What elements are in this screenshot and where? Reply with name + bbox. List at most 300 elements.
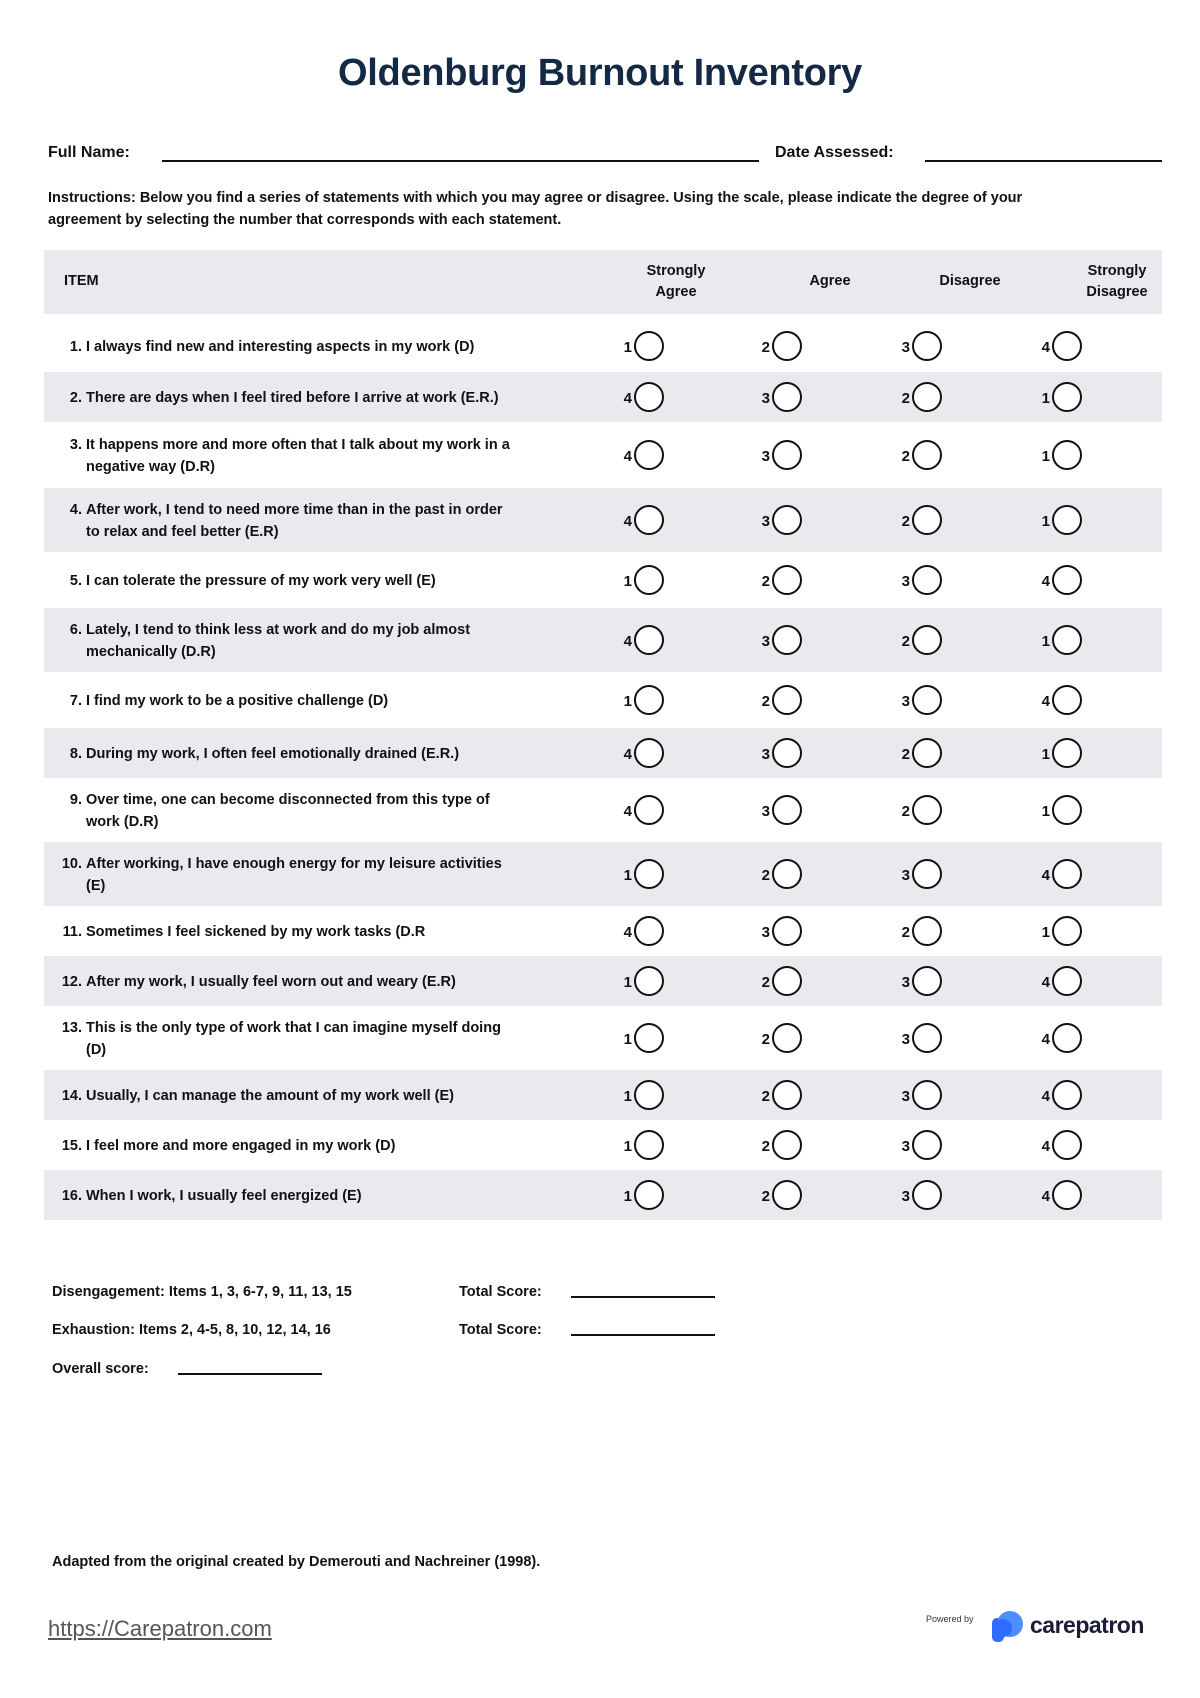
radio-circle-icon[interactable] — [912, 565, 942, 595]
radio-circle-icon[interactable] — [772, 966, 802, 996]
page-title: Oldenburg Burnout Inventory — [338, 52, 862, 94]
radio-circle-icon[interactable] — [1052, 795, 1082, 825]
item-number: 7. — [69, 693, 82, 709]
item-line — [56, 1017, 576, 1039]
radio-circle-icon[interactable] — [772, 1180, 802, 1210]
radio-circle-icon[interactable] — [912, 505, 942, 535]
radio-circle-icon[interactable] — [634, 916, 664, 946]
table-row — [44, 1170, 1162, 1220]
score-value: 3 — [901, 693, 910, 710]
radio-circle-icon[interactable] — [912, 859, 942, 889]
response-option[interactable] — [894, 565, 974, 597]
response-option[interactable] — [754, 795, 834, 827]
disengagement-total-field[interactable] — [571, 1296, 715, 1298]
score-value: 3 — [901, 974, 910, 991]
table-row — [44, 422, 1162, 488]
table-row — [44, 956, 1162, 1006]
response-option[interactable] — [1034, 1080, 1114, 1112]
radio-circle-icon[interactable] — [1052, 505, 1082, 535]
item-statement — [56, 690, 576, 712]
response-option[interactable] — [1034, 1180, 1114, 1212]
radio-circle-icon[interactable] — [1052, 625, 1082, 655]
response-option[interactable] — [616, 331, 696, 363]
radio-circle-icon[interactable] — [1052, 1080, 1082, 1110]
response-option[interactable] — [1034, 795, 1114, 827]
radio-circle-icon[interactable] — [912, 916, 942, 946]
radio-circle-icon[interactable] — [634, 625, 664, 655]
exhaustion-items: Items 2, 4-5, 8, 10, 12, 14, 16 — [139, 1322, 331, 1338]
score-value: 3 — [761, 924, 770, 941]
score-value: 2 — [761, 1188, 770, 1205]
score-value: 2 — [901, 513, 910, 530]
response-option[interactable] — [894, 505, 974, 537]
carepatron-link[interactable]: https://Carepatron.com — [48, 1616, 272, 1641]
item-number: 2. — [69, 390, 82, 406]
item-text: I always find new and interesting aspects in my work (D) — [86, 339, 475, 355]
header-disagree: Disagree — [939, 273, 1001, 289]
score-value: 4 — [1041, 974, 1050, 991]
item-line — [56, 434, 576, 456]
instructions-line-2: agreement by selecting the number that corresponds with each statement. — [48, 212, 562, 228]
table-row — [44, 552, 1162, 608]
score-value: 4 — [1041, 1188, 1050, 1205]
full-name-label: Full Name: — [48, 144, 130, 161]
table-row — [44, 488, 1162, 552]
radio-circle-icon[interactable] — [1052, 916, 1082, 946]
powered-by-label: Powered by — [926, 1614, 974, 1624]
radio-circle-icon[interactable] — [1052, 440, 1082, 470]
item-number: 16. — [61, 1188, 82, 1204]
response-option[interactable] — [1034, 1130, 1114, 1162]
score-value: 4 — [623, 448, 632, 465]
response-option[interactable] — [754, 1080, 834, 1112]
header-strongly-disagree — [1052, 261, 1182, 303]
score-value: 4 — [623, 803, 632, 820]
score-value: 2 — [901, 390, 910, 407]
score-value: 1 — [623, 867, 632, 884]
item-text: After work, I tend to need more time than in the past in order — [86, 502, 503, 518]
header-strongly-agree — [616, 261, 736, 303]
score-value: 4 — [623, 390, 632, 407]
radio-circle-icon[interactable] — [634, 565, 664, 595]
item-statement — [56, 434, 576, 478]
inventory-table — [44, 250, 1162, 1220]
item-number: 15. — [61, 1138, 82, 1154]
response-option[interactable] — [616, 565, 696, 597]
score-value: 4 — [1041, 693, 1050, 710]
radio-circle-icon[interactable] — [634, 505, 664, 535]
item-number: 12. — [61, 974, 82, 990]
score-value: 3 — [901, 1088, 910, 1105]
item-line — [56, 853, 576, 875]
table-row — [44, 842, 1162, 906]
score-value: 4 — [623, 633, 632, 650]
radio-circle-icon[interactable] — [1052, 382, 1082, 412]
response-option[interactable] — [894, 625, 974, 657]
overall-score-field[interactable] — [178, 1373, 322, 1375]
response-option[interactable] — [616, 625, 696, 657]
table-row — [44, 1006, 1162, 1070]
score-value: 4 — [1041, 867, 1050, 884]
score-value: 1 — [623, 1031, 632, 1048]
exhaustion-total-field[interactable] — [571, 1334, 715, 1336]
item-line — [56, 619, 576, 641]
response-option[interactable] — [894, 1130, 974, 1162]
response-option[interactable] — [894, 916, 974, 948]
radio-circle-icon[interactable] — [1052, 1130, 1082, 1160]
instructions-line-1: Instructions: Below you find a series of statements with which you may agree or disagree. Using the scale, please indicate the degree of your — [48, 190, 1023, 206]
item-text: Lately, I tend to think less at work and do my job almost — [86, 622, 471, 638]
table-header — [44, 250, 1162, 314]
response-option[interactable] — [894, 1180, 974, 1212]
score-value: 2 — [761, 1088, 770, 1105]
response-option[interactable] — [1034, 685, 1114, 717]
item-number: 13. — [61, 1020, 82, 1036]
response-option[interactable] — [894, 795, 974, 827]
score-value: 4 — [1041, 1088, 1050, 1105]
score-value: 3 — [761, 448, 770, 465]
disengagement-items: Items 1, 3, 6-7, 9, 11, 13, 15 — [168, 1284, 352, 1300]
radio-circle-icon[interactable] — [912, 685, 942, 715]
item-line — [56, 1135, 576, 1157]
score-value: 3 — [761, 513, 770, 530]
response-option[interactable] — [616, 685, 696, 717]
radio-circle-icon[interactable] — [634, 440, 664, 470]
radio-circle-icon[interactable] — [912, 1130, 942, 1160]
score-value: 3 — [761, 390, 770, 407]
item-text: Sometimes I feel sickened by my work tasks (D.R — [86, 924, 426, 940]
score-value: 3 — [901, 1138, 910, 1155]
score-value: 2 — [901, 924, 910, 941]
item-number: 8. — [69, 746, 82, 762]
response-option[interactable] — [616, 440, 696, 472]
score-value: 3 — [761, 746, 770, 763]
radio-circle-icon[interactable] — [912, 966, 942, 996]
radio-circle-icon[interactable] — [772, 859, 802, 889]
response-option[interactable] — [616, 1080, 696, 1112]
item-statement — [56, 619, 576, 663]
score-value: 2 — [761, 339, 770, 356]
table-row — [44, 672, 1162, 728]
response-option[interactable] — [754, 565, 834, 597]
response-option[interactable] — [1034, 625, 1114, 657]
radio-circle-icon[interactable] — [634, 795, 664, 825]
score-value: 4 — [623, 924, 632, 941]
response-option[interactable] — [616, 1023, 696, 1055]
header-item: ITEM — [64, 273, 99, 289]
item-text: During my work, I often feel emotionally drained (E.R.) — [86, 746, 460, 762]
carepatron-logo — [988, 1606, 1168, 1646]
item-line — [56, 1185, 576, 1207]
score-value: 3 — [901, 1031, 910, 1048]
score-value: 3 — [901, 867, 910, 884]
exhaustion-label: Exhaustion: — [52, 1322, 135, 1338]
item-text-continued: to relax and feel better (E.R) — [86, 524, 279, 540]
response-option[interactable] — [754, 331, 834, 363]
item-text: I can tolerate the pressure of my work very well (E) — [86, 573, 436, 589]
score-value: 4 — [1041, 1031, 1050, 1048]
item-statement — [56, 1135, 576, 1157]
score-value: 1 — [1041, 803, 1050, 820]
radio-circle-icon[interactable] — [634, 685, 664, 715]
full-name-field[interactable] — [162, 160, 759, 162]
score-value: 1 — [1041, 513, 1050, 530]
radio-circle-icon[interactable] — [772, 795, 802, 825]
response-option[interactable] — [616, 1130, 696, 1162]
score-value: 2 — [761, 974, 770, 991]
disengagement-total-label: Total Score: — [459, 1284, 542, 1300]
radio-circle-icon[interactable] — [1052, 859, 1082, 889]
item-text: It happens more and more often that I talk about my work in a — [86, 437, 510, 453]
radio-circle-icon[interactable] — [634, 738, 664, 768]
radio-circle-icon[interactable] — [772, 685, 802, 715]
radio-circle-icon[interactable] — [912, 382, 942, 412]
item-statement — [56, 336, 576, 358]
response-option[interactable] — [894, 738, 974, 770]
score-value: 1 — [623, 573, 632, 590]
item-line — [56, 1085, 576, 1107]
item-number: 3. — [69, 437, 82, 453]
item-line — [56, 570, 576, 592]
score-value: 2 — [901, 746, 910, 763]
radio-circle-icon[interactable] — [1052, 1180, 1082, 1210]
item-number: 6. — [69, 622, 82, 638]
item-line — [56, 499, 576, 521]
radio-circle-icon[interactable] — [912, 1180, 942, 1210]
response-option[interactable] — [1034, 859, 1114, 891]
radio-circle-icon[interactable] — [634, 1180, 664, 1210]
response-option[interactable] — [1034, 738, 1114, 770]
table-row — [44, 778, 1162, 842]
item-statement — [56, 387, 576, 409]
response-option[interactable] — [616, 505, 696, 537]
response-option[interactable] — [754, 440, 834, 472]
score-value: 1 — [623, 974, 632, 991]
score-value: 2 — [761, 1138, 770, 1155]
item-number: 10. — [61, 856, 82, 872]
response-option[interactable] — [754, 1023, 834, 1055]
response-option[interactable] — [894, 1023, 974, 1055]
radio-circle-icon[interactable] — [772, 1080, 802, 1110]
item-text-continued: negative way (D.R) — [86, 459, 215, 475]
response-option[interactable] — [754, 738, 834, 770]
source-footnote: Adapted from the original created by Demerouti and Nachreiner (1998). — [52, 1554, 541, 1570]
item-text-continued: (E) — [86, 878, 106, 894]
item-number: 9. — [69, 792, 82, 808]
item-text: I feel more and more engaged in my work (D) — [86, 1138, 396, 1154]
radio-circle-icon[interactable] — [634, 1080, 664, 1110]
response-option[interactable] — [1034, 1023, 1114, 1055]
radio-circle-icon[interactable] — [772, 565, 802, 595]
disengagement-label: Disengagement: — [52, 1284, 165, 1300]
radio-circle-icon[interactable] — [772, 440, 802, 470]
overall-score-label: Overall score: — [52, 1361, 149, 1377]
radio-circle-icon[interactable] — [912, 440, 942, 470]
radio-circle-icon[interactable] — [912, 795, 942, 825]
item-number: 1. — [69, 339, 82, 355]
score-value: 4 — [623, 513, 632, 530]
score-value: 2 — [901, 803, 910, 820]
response-option[interactable] — [616, 382, 696, 414]
table-row — [44, 906, 1162, 956]
score-value: 1 — [1041, 390, 1050, 407]
item-number: 11. — [62, 924, 82, 940]
response-option[interactable] — [1034, 440, 1114, 472]
response-option[interactable] — [894, 966, 974, 998]
score-value: 4 — [1041, 573, 1050, 590]
response-option[interactable] — [616, 795, 696, 827]
score-value: 1 — [623, 1188, 632, 1205]
response-option[interactable] — [754, 625, 834, 657]
header-strongly-disagree-line-2: Disagree — [1086, 284, 1148, 300]
item-statement — [56, 789, 576, 833]
response-option[interactable] — [754, 382, 834, 414]
carepatron-wordmark: carepatron — [1030, 1612, 1144, 1638]
radio-circle-icon[interactable] — [634, 859, 664, 889]
radio-circle-icon[interactable] — [772, 1130, 802, 1160]
table-row — [44, 372, 1162, 422]
table-row — [44, 728, 1162, 778]
item-number: 14. — [61, 1088, 82, 1104]
radio-circle-icon[interactable] — [912, 1080, 942, 1110]
exhaustion-total-label: Total Score: — [459, 1322, 542, 1338]
radio-circle-icon[interactable] — [1052, 685, 1082, 715]
response-option[interactable] — [754, 966, 834, 998]
response-option[interactable] — [1034, 966, 1114, 998]
radio-circle-icon[interactable] — [772, 331, 802, 361]
radio-circle-icon[interactable] — [634, 382, 664, 412]
response-option[interactable] — [616, 966, 696, 998]
header-strongly-agree-line-2: Agree — [655, 284, 697, 300]
item-text: This is the only type of work that I can imagine myself doing — [86, 1020, 501, 1036]
item-text: After my work, I usually feel worn out and weary (E.R) — [86, 974, 456, 990]
radio-circle-icon[interactable] — [912, 331, 942, 361]
response-option[interactable] — [616, 738, 696, 770]
radio-circle-icon[interactable] — [634, 1130, 664, 1160]
item-line — [56, 336, 576, 358]
score-value: 4 — [623, 746, 632, 763]
table-row — [44, 1120, 1162, 1170]
score-value: 2 — [761, 573, 770, 590]
radio-circle-icon[interactable] — [634, 966, 664, 996]
radio-circle-icon[interactable] — [1052, 738, 1082, 768]
item-line — [56, 743, 576, 765]
radio-circle-icon[interactable] — [1052, 966, 1082, 996]
response-option[interactable] — [616, 916, 696, 948]
score-value: 3 — [901, 339, 910, 356]
response-option[interactable] — [1034, 382, 1114, 414]
score-value: 1 — [623, 339, 632, 356]
item-text-continued: (D) — [86, 1042, 107, 1058]
radio-circle-icon[interactable] — [772, 625, 802, 655]
score-value: 1 — [1041, 746, 1050, 763]
response-option[interactable] — [616, 859, 696, 891]
table-body — [44, 320, 1162, 1220]
header-strongly-agree-line-1: Strongly — [646, 263, 706, 279]
score-value: 1 — [623, 1138, 632, 1155]
response-option[interactable] — [1034, 331, 1114, 363]
score-value: 2 — [901, 633, 910, 650]
response-option[interactable] — [754, 1130, 834, 1162]
radio-circle-icon[interactable] — [1052, 1023, 1082, 1053]
response-option[interactable] — [894, 1080, 974, 1112]
response-option[interactable] — [1034, 565, 1114, 597]
response-option[interactable] — [754, 685, 834, 717]
score-value: 2 — [761, 693, 770, 710]
table-row — [44, 608, 1162, 672]
radio-circle-icon[interactable] — [772, 738, 802, 768]
item-number: 4. — [69, 502, 82, 518]
score-value: 3 — [901, 1188, 910, 1205]
radio-circle-icon[interactable] — [634, 1023, 664, 1053]
item-text-continued: mechanically (D.R) — [86, 644, 216, 660]
score-value: 1 — [623, 693, 632, 710]
date-assessed-field[interactable] — [925, 160, 1162, 162]
table-row — [44, 320, 1162, 372]
score-value: 1 — [1041, 448, 1050, 465]
instructions — [48, 187, 1148, 231]
score-value: 4 — [1041, 1138, 1050, 1155]
response-option[interactable] — [894, 685, 974, 717]
item-text: There are days when I feel tired before I arrive at work (E.R.) — [86, 390, 499, 406]
item-text: When I work, I usually feel energized (E) — [86, 1188, 362, 1204]
item-statement — [56, 1185, 576, 1207]
radio-circle-icon[interactable] — [634, 331, 664, 361]
response-option[interactable] — [1034, 505, 1114, 537]
table-row — [44, 1070, 1162, 1120]
score-value: 1 — [623, 1088, 632, 1105]
radio-circle-icon[interactable] — [772, 1023, 802, 1053]
item-text: I find my work to be a positive challenge (D) — [86, 693, 389, 709]
header-strongly-disagree-line-1: Strongly — [1087, 263, 1147, 279]
radio-circle-icon[interactable] — [912, 625, 942, 655]
radio-circle-icon[interactable] — [912, 1023, 942, 1053]
item-statement — [56, 1085, 576, 1107]
response-option[interactable] — [894, 331, 974, 363]
score-value: 4 — [1041, 339, 1050, 356]
response-option[interactable] — [754, 859, 834, 891]
item-line — [56, 690, 576, 712]
radio-circle-icon[interactable] — [772, 505, 802, 535]
item-statement — [56, 921, 576, 943]
score-value: 3 — [761, 633, 770, 650]
response-option[interactable] — [894, 440, 974, 472]
score-value: 1 — [1041, 924, 1050, 941]
score-value: 2 — [761, 867, 770, 884]
item-line — [56, 971, 576, 993]
item-statement — [56, 1017, 576, 1061]
response-option[interactable] — [754, 505, 834, 537]
item-line — [56, 921, 576, 943]
radio-circle-icon[interactable] — [1052, 331, 1082, 361]
header-agree: Agree — [809, 273, 851, 289]
item-line — [56, 387, 576, 409]
disengagement-scoring — [52, 1284, 352, 1300]
response-option[interactable] — [754, 916, 834, 948]
response-option[interactable] — [894, 382, 974, 414]
radio-circle-icon[interactable] — [772, 916, 802, 946]
radio-circle-icon[interactable] — [912, 738, 942, 768]
item-text: Usually, I can manage the amount of my work well (E) — [86, 1088, 454, 1104]
score-value: 3 — [761, 803, 770, 820]
item-number: 5. — [69, 573, 82, 589]
response-option[interactable] — [1034, 916, 1114, 948]
response-option[interactable] — [894, 859, 974, 891]
radio-circle-icon[interactable] — [1052, 565, 1082, 595]
response-option[interactable] — [754, 1180, 834, 1212]
response-option[interactable] — [616, 1180, 696, 1212]
radio-circle-icon[interactable] — [772, 382, 802, 412]
